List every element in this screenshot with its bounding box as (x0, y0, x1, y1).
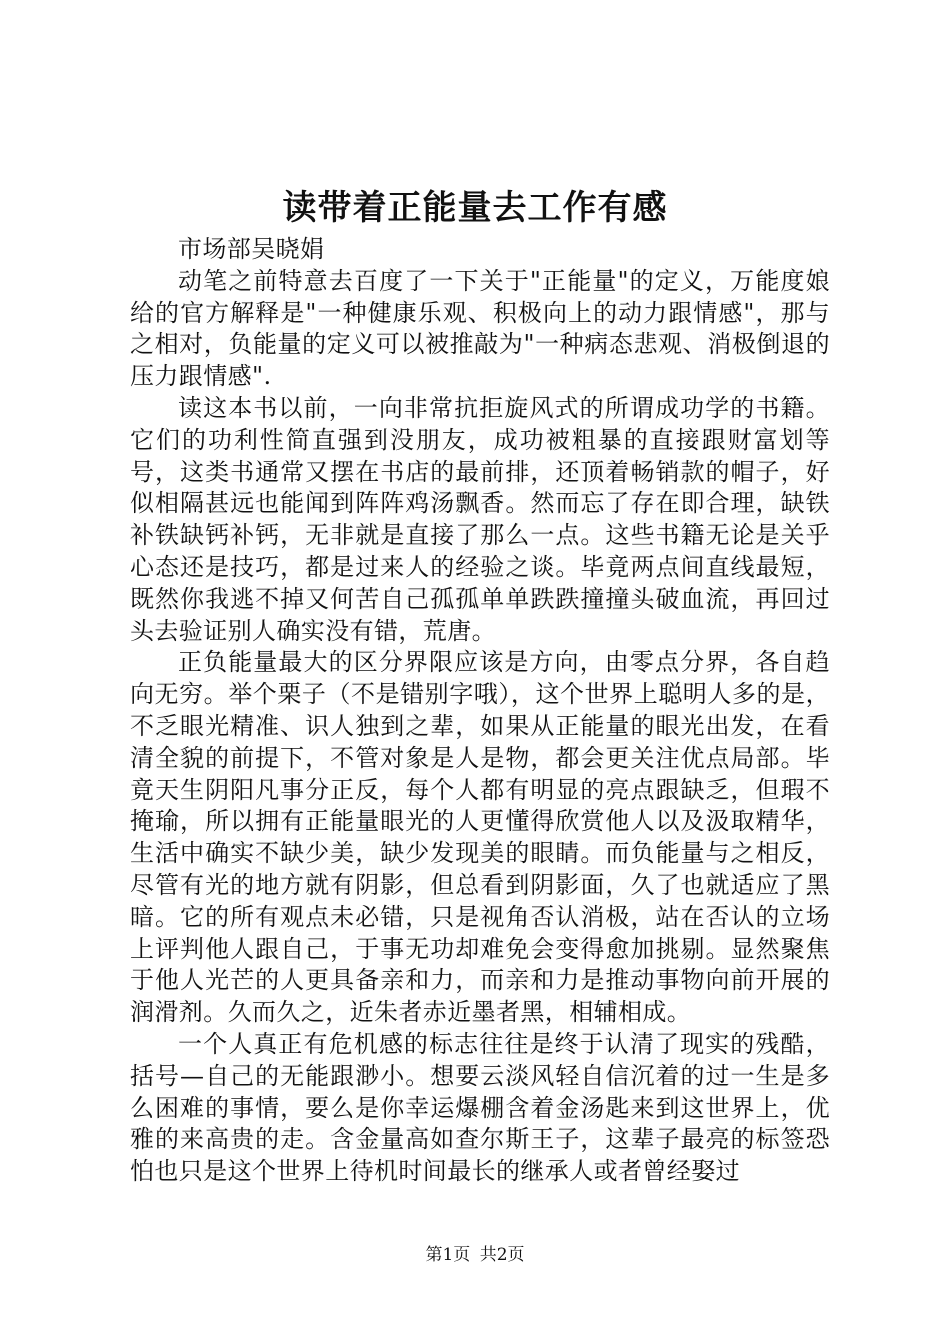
author-line: 市场部吴晓娟 (178, 235, 325, 263)
paragraph-4: 一个人真正有危机感的标志往往是终于认清了现实的残酷，括号—自己的无能跟渺小。想要云淡风轻自信沉着的过一生是多么困难的事情，要么是你幸运爆棚含着金汤匙来到这世界上，优雅的来高贵的走。含金量高如查尔斯王子，这辈子最亮的标签恐怕也只是这个世界上待机时间最长的继承人或者曾经娶过 (130, 1029, 830, 1186)
document-body (130, 234, 830, 1188)
page-number: 第1页 (425, 1245, 471, 1265)
page-footer (0, 1243, 950, 1267)
page-total: 共2页 (479, 1245, 525, 1265)
document-title: 读带着正能量去工作有感 (282, 188, 668, 228)
paragraph-1: 动笔之前特意去百度了一下关于"正能量"的定义，万能度娘给的官方解释是"一种健康乐观、积极向上的动力跟情感"，那与之相对，负能量的定义可以被推敲为"一种病态悲观、消极倒退的压力跟情感". (130, 266, 830, 391)
paragraph-3: 正负能量最大的区分界限应该是方向，由零点分界，各自趋向无穷。举个栗子（不是错别字哦），这个世界上聪明人多的是，不乏眼光精准、识人独到之辈，如果从正能量的眼光出发，在看清全貌的前提下，不管对象是人是物，都会更关注优点局部。毕竟天生阴阳凡事分正反，每个人都有明显的亮点跟缺乏，但瑕不掩瑜，所以拥有正能量眼光的人更懂得欣赏他人以及汲取精华，生活中确实不缺少美，缺少发现美的眼睛。而负能量与之相反，尽管有光的地方就有阴影，但总看到阴影面，久了也就适应了黑暗。它的所有观点未必错，只是视角否认消极，站在否认的立场上评判他人跟自己，于事无功却难免会变得愈加挑剔。显然聚焦于他人光芒的人更具备亲和力，而亲和力是推动事物向前开展的润滑剂。久而久之，近朱者赤近墨者黑，相辅相成。 (130, 648, 830, 1027)
paragraph-2: 读这本书以前，一向非常抗拒旋风式的所谓成功学的书籍。它们的功利性简直强到没朋友，成功被粗暴的直接跟财富划等号，这类书通常又摆在书店的最前排，还顶着畅销款的帽子，好似相隔甚远也能闻到阵阵鸡汤飘香。然而忘了存在即合理，缺铁补铁缺钙补钙，无非就是直接了那么一点。这些书籍无论是关乎心态还是技巧，都是过来人的经验之谈。毕竟两点间直线最短，既然你我逃不掉又何苦自己孤孤单单跌跌撞撞头破血流，再回过头去验证别人确实没有错，荒唐。 (130, 393, 830, 645)
